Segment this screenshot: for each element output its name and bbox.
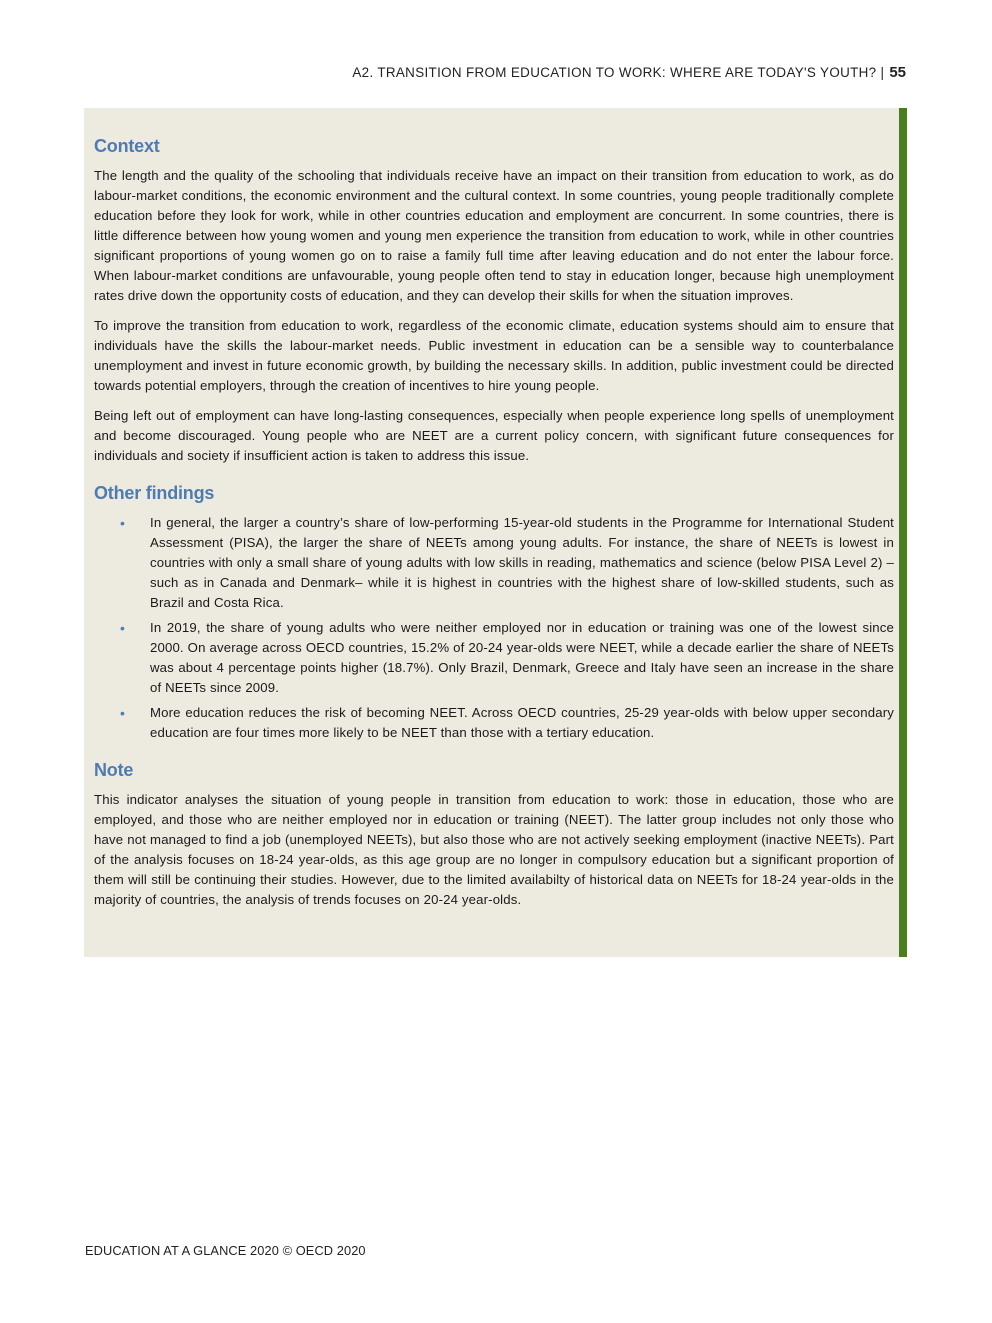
context-heading: Context (94, 136, 160, 156)
context-paragraph-2: To improve the transition from education to work, regardless of the economic climate, education systems should aim to ensure that individuals have the skills the labour-market needs. Public investment in education can be a sensible way to counterbalance unemployment and invest in future economic growth, by building the necessary skills. In addition, public investment could be directed towards potential employers, through the creation of incentives to hire young people. (94, 318, 894, 393)
note-paragraph: This indicator analyses the situation of young people in transition from education to work: those in education, those who are employed, and those who are neither employed nor in education or training (NEET). The latter group includes not only those who have not managed to find a job (unemployed NEETs), but also those who are not actively seeking employment (inactive NEETs). Part of the analysis focuses on 18-24 year-olds, as this age group are no longer in compulsory education but a significant proportion of them will still be continuing their studies. However, due to the limited availabilty of historical data on NEETs for 18-24 year-olds in the majority of countries, the analysis of trends focuses on 20-24 year-olds. (94, 792, 894, 907)
section-title: A2. TRANSITION FROM EDUCATION TO WORK: WHERE ARE TODAY'S YOUTH? (352, 65, 877, 80)
list-item (94, 703, 894, 743)
findings-list (94, 513, 894, 743)
context-box (84, 108, 907, 957)
bullet-icon: • (120, 515, 125, 531)
finding-text-1: In general, the larger a country’s share of low-performing 15-year-old students in the Programme for International Student Assessment (PISA), the larger the share of NEETs among young adults. For instance, the share of NEETs is lowest in countries with only a small share of young adults with low skills in reading, mathematics and science (below PISA Level 2) – such as in Canada and Denmark– while it is highest in countries with the highest share of low-skilled students, such as Brazil and Costa Rica. (150, 515, 894, 610)
context-box-content (94, 132, 894, 910)
finding-text-3: More education reduces the risk of becoming NEET. Across OECD countries, 25-29 year-olds with below upper secondary education are four times more likely to be NEET than those with a tertiary education. (150, 705, 894, 740)
page-footer: EDUCATION AT A GLANCE 2020 © OECD 2020 (85, 1243, 366, 1258)
context-paragraph-1: The length and the quality of the schooling that individuals receive have an impact on their transition from education to work, as do labour-market conditions, the economic environment and the cultural context. In some countries, young people traditionally complete education before they look for work, while in other countries education and employment are concurrent. In some countries, there is little difference between how young women and young men experience the transition from education to work, while in other countries significant proportions of young women go on to raise a family full time after leaving education and do not enter the labour force. When labour-market conditions are unfavourable, young people often tend to stay in education longer, because high unemployment rates drive down the opportunity costs of education, and they can develop their skills for when the situation improves. (94, 168, 894, 303)
note-heading: Note (94, 760, 134, 780)
list-item (94, 513, 894, 613)
finding-text-2: In 2019, the share of young adults who were neither employed nor in education or training was one of the lowest since 2000. On average across OECD countries, 15.2% of 20-24 year-olds were NEET, while a decade earlier the share of NEETs was about 4 percentage points higher (18.7%). Only Brazil, Denmark, Greece and Italy have seen an increase in the share of NEETs since 2009. (150, 620, 894, 695)
context-paragraph-3: Being left out of employment can have long-lasting consequences, especially when people experience long spells of unemployment and become discouraged. Young people who are NEET are a current policy concern, with significant future consequences for individuals and society if insufficient action is taken to address this issue. (94, 408, 894, 463)
page-number: 55 (889, 64, 906, 81)
bullet-icon: • (120, 620, 125, 636)
other-findings-heading: Other findings (94, 483, 215, 503)
header-separator: | (880, 65, 885, 80)
bullet-icon: • (120, 705, 125, 721)
list-item (94, 618, 894, 698)
running-header (352, 64, 906, 81)
